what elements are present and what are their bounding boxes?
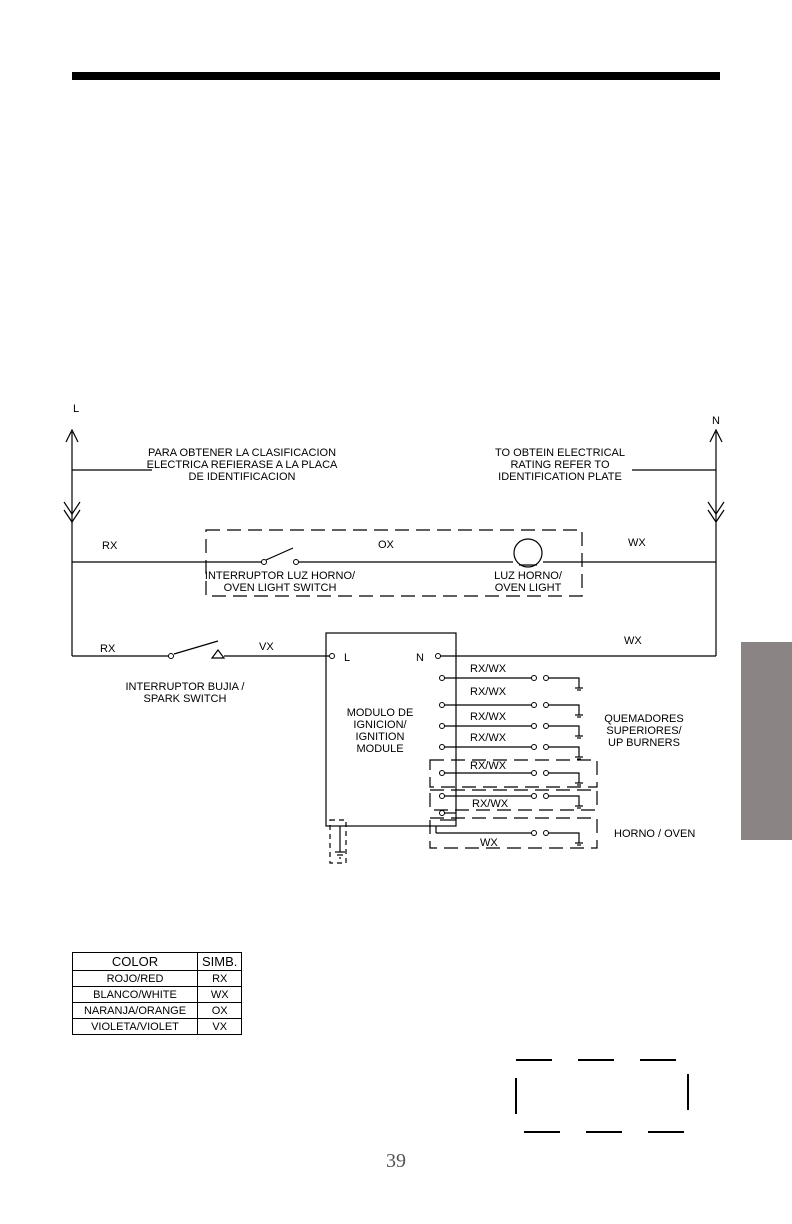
legend-symbol-cell: RX: [198, 971, 242, 987]
rating-note-es-line-3: DE IDENTIFICACION: [188, 471, 296, 483]
rating-note-en-line-3: IDENTIFICATION PLATE: [498, 471, 622, 483]
oven-light-label-line-1: LUZ HORNO/: [494, 570, 562, 582]
terminal-n-label: N: [712, 415, 720, 427]
terminal-l-label: L: [73, 403, 80, 415]
ignition-module-label-line-1: MODULO DE: [346, 707, 414, 719]
burner-wire-label-6: RX/WX: [472, 798, 509, 810]
legend-color-cell: NARANJA/ORANGE: [73, 1003, 198, 1019]
legend-color-cell: ROJO/RED: [73, 971, 198, 987]
oven-light-switch-label-line-1: INTERRUPTOR LUZ HORNO/: [204, 570, 356, 582]
rating-note-en-line-2: RATING REFER TO: [510, 459, 610, 471]
wire-vx-label: VX: [259, 641, 274, 653]
burner-wire-label-1: RX/WX: [470, 663, 507, 675]
color-legend-table: [72, 952, 242, 1035]
legend-header-color: COLOR: [73, 953, 198, 971]
oven-light-label-line-2: OVEN LIGHT: [494, 582, 562, 594]
module-l-terminal-label: L: [344, 652, 351, 664]
burner-wire-label-3: RX/WX: [470, 711, 507, 723]
burner-wire-label-5: RX/WX: [470, 760, 507, 772]
up-burners-label-line-3: UP BURNERS: [608, 737, 680, 749]
burner-wire-label-4: RX/WX: [470, 732, 507, 744]
legend-symbol-cell: VX: [198, 1019, 242, 1035]
spark-switch-label-line-1: INTERRUPTOR BUJIA /: [125, 681, 245, 693]
legend-header-symbol: SIMB.: [198, 953, 242, 971]
oven-light-switch-label-line-2: OVEN LIGHT SWITCH: [223, 582, 337, 594]
legend-symbol-cell: WX: [198, 987, 242, 1003]
legend-row: [73, 1003, 242, 1019]
ignition-module-label-line-2: IGNICION/: [353, 719, 407, 731]
ignition-module-label-line-3: IGNITION: [355, 731, 405, 743]
up-burners-label-line-2: SUPERIORES/: [606, 725, 682, 737]
legend-row: [73, 987, 242, 1003]
legend-symbol-cell: OX: [198, 1003, 242, 1019]
wire-ox-label: OX: [378, 539, 394, 551]
rating-note-es-line-2: ELECTRICA REFIERASE A LA PLACA: [146, 459, 338, 471]
legend-row: [73, 971, 242, 987]
legend-row: [73, 1019, 242, 1035]
rating-note-en-line-1: TO OBTEIN ELECTRICAL: [495, 447, 625, 459]
oven-wire-wx-label: WX: [480, 837, 498, 849]
ignition-module-label-line-4: MODULE: [356, 743, 404, 755]
up-burners-label-line-1: QUEMADORES: [604, 713, 684, 725]
page-number: 39: [386, 1150, 406, 1172]
wire-wx-label-upper: WX: [628, 537, 646, 549]
module-n-terminal-label: N: [416, 652, 424, 664]
legend-header-row: [73, 953, 242, 971]
spark-switch-label-line-2: SPARK SWITCH: [143, 693, 227, 705]
wire-rx-label-upper: RX: [102, 540, 118, 552]
burner-wire-label-2: RX/WX: [470, 686, 507, 698]
wire-wx-label-lower: WX: [624, 635, 642, 647]
rating-note-es-line-1: PARA OBTENER LA CLASIFICACION: [147, 447, 337, 459]
legend-color-cell: BLANCO/WHITE: [73, 987, 198, 1003]
oven-label: HORNO / OVEN: [614, 828, 696, 840]
legend-color-cell: VIOLETA/VIOLET: [73, 1019, 198, 1035]
wire-rx-label-lower: RX: [100, 643, 116, 655]
